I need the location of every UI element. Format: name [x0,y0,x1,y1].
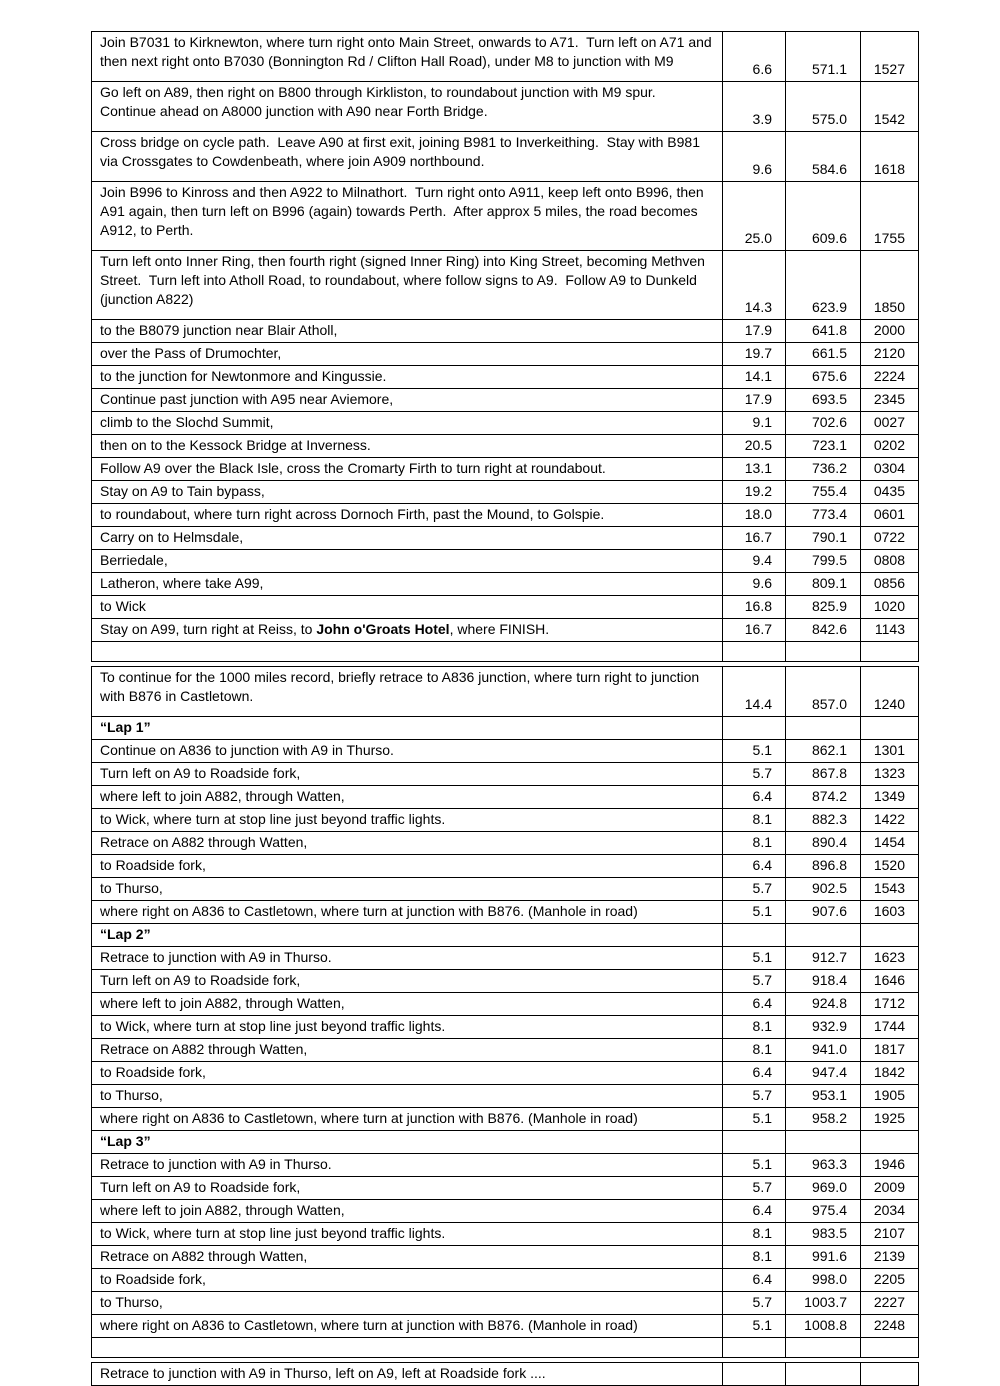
cumulative-distance-cell: 991.6 [786,1246,861,1269]
cumulative-distance-cell: 799.5 [786,550,861,573]
cumulative-distance-cell: 623.9 [786,251,861,320]
leg-distance-cell: 14.1 [723,366,786,389]
cumulative-distance-cell: 609.6 [786,182,861,251]
lap-heading-cell: “Lap 1” [92,717,723,740]
cumulative-distance-cell: 825.9 [786,596,861,619]
cumulative-distance-cell: 809.1 [786,573,861,596]
leg-distance-cell: 6.4 [723,1062,786,1085]
instruction-cell: Follow A9 over the Black Isle, cross the Cromarty Firth to turn right at roundabout. [92,458,723,481]
table-row [92,182,919,251]
clock-time-cell: 1905 [861,1085,919,1108]
instruction-cell: Retrace on A882 through Watten, [92,832,723,855]
leg-distance-cell: 8.1 [723,832,786,855]
table-row [92,1246,919,1269]
table-row [92,619,919,642]
clock-time-cell: 1842 [861,1062,919,1085]
cumulative-distance-cell: 575.0 [786,82,861,132]
leg-distance-cell [723,924,786,947]
leg-distance-cell: 20.5 [723,435,786,458]
leg-distance-cell: 5.1 [723,740,786,763]
lap-heading-cell: “Lap 2” [92,924,723,947]
table-row [92,1223,919,1246]
instruction-cell: Retrace to junction with A9 in Thurso. [92,947,723,970]
table-row [92,1292,919,1315]
instruction-cell: Turn left onto Inner Ring, then fourth right (signed Inner Ring) into King Street, becoming Methven Street. Turn left into Atholl Road, to roundabout, where follow signs to A9. Follow A9 to Dunkeld (junction A822) [92,251,723,320]
clock-time-cell: 0722 [861,527,919,550]
instruction-text: Stay on A99, turn right at Reiss, to [100,621,317,637]
leg-distance-cell: 9.4 [723,550,786,573]
clock-time-cell: 2205 [861,1269,919,1292]
clock-time-cell: 1755 [861,182,919,251]
table-row [92,832,919,855]
clock-time-cell [861,924,919,947]
clock-time-cell: 2107 [861,1223,919,1246]
table-row [92,132,919,182]
clock-time-cell: 1520 [861,855,919,878]
instruction-cell: to the B8079 junction near Blair Atholl, [92,320,723,343]
leg-distance-cell: 8.1 [723,1016,786,1039]
clock-time-cell: 2345 [861,389,919,412]
clock-time-cell: 2139 [861,1246,919,1269]
leg-distance-cell: 14.3 [723,251,786,320]
clock-time-cell: 2248 [861,1315,919,1338]
instruction-cell: climb to the Slochd Summit, [92,412,723,435]
cumulative-distance-cell: 953.1 [786,1085,861,1108]
clock-time-cell: 1603 [861,901,919,924]
clock-time-cell: 1646 [861,970,919,993]
table-row [92,667,919,717]
leg-distance-cell: 5.1 [723,1315,786,1338]
table-row [92,1363,919,1386]
leg-distance-cell: 14.4 [723,667,786,717]
instruction-cell: Retrace to junction with A9 in Thurso, left on A9, left at Roadside fork .... [92,1363,723,1386]
instruction-cell: Berriedale, [92,550,723,573]
finish-hotel-name: John o'Groats Hotel [316,621,450,637]
leg-distance-cell: 3.9 [723,82,786,132]
leg-distance-cell: 5.7 [723,1085,786,1108]
cumulative-distance-cell: 924.8 [786,993,861,1016]
instruction-cell: Retrace on A882 through Watten, [92,1246,723,1269]
clock-time-cell: 1623 [861,947,919,970]
instruction-cell: to Thurso, [92,1292,723,1315]
instruction-cell: Latheron, where take A99, [92,573,723,596]
clock-time-cell: 0435 [861,481,919,504]
leg-distance-cell: 5.7 [723,763,786,786]
cumulative-distance-cell [786,924,861,947]
leg-distance-cell: 8.1 [723,1223,786,1246]
clock-time-cell: 1527 [861,32,919,82]
cumulative-distance-cell: 932.9 [786,1016,861,1039]
leg-distance-cell: 6.4 [723,1269,786,1292]
clock-time-cell: 1618 [861,132,919,182]
leg-distance-cell: 9.1 [723,412,786,435]
clock-time-cell: 1240 [861,667,919,717]
clock-time-cell [861,1363,919,1386]
instruction-cell [92,1338,723,1358]
table-row [92,901,919,924]
clock-time-cell: 1712 [861,993,919,1016]
table-row [92,251,919,320]
instruction-cell: to Wick, where turn at stop line just beyond traffic lights. [92,1223,723,1246]
instruction-cell: Turn left on A9 to Roadside fork, [92,763,723,786]
cumulative-distance-cell: 874.2 [786,786,861,809]
cumulative-distance-cell: 969.0 [786,1177,861,1200]
leg-distance-cell: 6.4 [723,1200,786,1223]
instruction-cell: Continue past junction with A95 near Aviemore, [92,389,723,412]
clock-time-cell: 2000 [861,320,919,343]
cumulative-distance-cell: 912.7 [786,947,861,970]
table-row [92,1016,919,1039]
clock-time-cell [861,717,919,740]
clock-time-cell: 0027 [861,412,919,435]
route-table-laps [91,666,919,1358]
clock-time-cell: 1850 [861,251,919,320]
instruction-cell: To continue for the 1000 miles record, briefly retrace to A836 junction, where turn right to junction with B876 in Castletown. [92,667,723,717]
table-row [92,366,919,389]
clock-time-cell: 1946 [861,1154,919,1177]
table-row [92,1154,919,1177]
table-row [92,740,919,763]
table-row [92,573,919,596]
leg-distance-cell [723,1338,786,1358]
cumulative-distance-cell: 584.6 [786,132,861,182]
lap-heading-row [92,924,919,947]
leg-distance-cell: 16.7 [723,527,786,550]
cumulative-distance-cell: 790.1 [786,527,861,550]
instruction-cell: over the Pass of Drumochter, [92,343,723,366]
instruction-cell: to the junction for Newtonmore and Kingussie. [92,366,723,389]
table-row [92,1039,919,1062]
clock-time-cell: 1349 [861,786,919,809]
leg-distance-cell: 5.7 [723,1292,786,1315]
clock-time-cell: 1744 [861,1016,919,1039]
clock-time-cell [861,642,919,662]
instruction-cell [92,642,723,662]
instruction-cell: Retrace to junction with A9 in Thurso. [92,1154,723,1177]
instruction-cell: Turn left on A9 to Roadside fork, [92,1177,723,1200]
cumulative-distance-cell [786,1131,861,1154]
leg-distance-cell: 5.1 [723,947,786,970]
clock-time-cell: 1422 [861,809,919,832]
cumulative-distance-cell: 958.2 [786,1108,861,1131]
table-row [92,527,919,550]
cumulative-distance-cell: 755.4 [786,481,861,504]
instruction-cell: to roundabout, where turn right across Dornoch Firth, past the Mound, to Golspie. [92,504,723,527]
table-row [92,550,919,573]
clock-time-cell: 1301 [861,740,919,763]
leg-distance-cell [723,717,786,740]
cumulative-distance-cell: 1008.8 [786,1315,861,1338]
cumulative-distance-cell: 1003.7 [786,1292,861,1315]
instruction-cell [92,619,723,642]
clock-time-cell: 0202 [861,435,919,458]
leg-distance-cell: 25.0 [723,182,786,251]
clock-time-cell: 2120 [861,343,919,366]
clock-time-cell [861,1131,919,1154]
clock-time-cell [861,1338,919,1358]
instruction-cell: then on to the Kessock Bridge at Inverness. [92,435,723,458]
cumulative-distance-cell: 702.6 [786,412,861,435]
table-row [92,763,919,786]
cumulative-distance-cell: 947.4 [786,1062,861,1085]
leg-distance-cell [723,642,786,662]
cumulative-distance-cell: 998.0 [786,1269,861,1292]
table-row [92,947,919,970]
cumulative-distance-cell: 867.8 [786,763,861,786]
table-row [92,458,919,481]
instruction-cell: Stay on A9 to Tain bypass, [92,481,723,504]
clock-time-cell: 1543 [861,878,919,901]
cumulative-distance-cell: 857.0 [786,667,861,717]
cumulative-distance-cell: 675.6 [786,366,861,389]
instruction-cell: where right on A836 to Castletown, where turn at junction with B876. (Manhole in road) [92,1315,723,1338]
instruction-cell: where left to join A882, through Watten, [92,1200,723,1223]
leg-distance-cell: 5.7 [723,878,786,901]
lap-heading-cell: “Lap 3” [92,1131,723,1154]
leg-distance-cell: 9.6 [723,132,786,182]
leg-distance-cell: 8.1 [723,809,786,832]
clock-time-cell: 1143 [861,619,919,642]
leg-distance-cell: 16.8 [723,596,786,619]
cumulative-distance-cell [786,642,861,662]
clock-time-cell: 1454 [861,832,919,855]
instruction-cell: to Thurso, [92,878,723,901]
instruction-cell: Join B996 to Kinross and then A922 to Milnathort. Turn right onto A911, keep left onto B996, then A91 again, then turn left on B996 (again) towards Perth. After approx 5 miles, the road becomes A912, to Perth. [92,182,723,251]
leg-distance-cell: 19.7 [723,343,786,366]
lap-heading-row [92,1131,919,1154]
cumulative-distance-cell: 902.5 [786,878,861,901]
instruction-cell: Continue on A836 to junction with A9 in Thurso. [92,740,723,763]
leg-distance-cell: 5.1 [723,1154,786,1177]
clock-time-cell: 0601 [861,504,919,527]
table-row [92,1108,919,1131]
leg-distance-cell: 6.6 [723,32,786,82]
instruction-cell: to Wick [92,596,723,619]
table-row [92,855,919,878]
clock-time-cell: 1020 [861,596,919,619]
table-row [92,993,919,1016]
cumulative-distance-cell: 907.6 [786,901,861,924]
instruction-cell: where right on A836 to Castletown, where turn at junction with B876. (Manhole in road) [92,1108,723,1131]
leg-distance-cell: 8.1 [723,1246,786,1269]
leg-distance-cell: 13.1 [723,458,786,481]
cumulative-distance-cell: 941.0 [786,1039,861,1062]
clock-time-cell: 1817 [861,1039,919,1062]
instruction-cell: to Roadside fork, [92,855,723,878]
cumulative-distance-cell: 890.4 [786,832,861,855]
instruction-cell: where left to join A882, through Watten, [92,786,723,809]
empty-row [92,642,919,662]
leg-distance-cell: 17.9 [723,320,786,343]
leg-distance-cell [723,1363,786,1386]
table-row [92,809,919,832]
leg-distance-cell: 18.0 [723,504,786,527]
table-row [92,878,919,901]
instruction-cell: Go left on A89, then right on B800 through Kirkliston, to roundabout junction with M9 spur. Continue ahead on A8000 junction with A90 near Forth Bridge. [92,82,723,132]
cumulative-distance-cell: 661.5 [786,343,861,366]
leg-distance-cell [723,1131,786,1154]
instruction-cell: Carry on to Helmsdale, [92,527,723,550]
clock-time-cell: 1323 [861,763,919,786]
table-row [92,1269,919,1292]
clock-time-cell: 1925 [861,1108,919,1131]
leg-distance-cell: 19.2 [723,481,786,504]
cumulative-distance-cell: 571.1 [786,32,861,82]
leg-distance-cell: 16.7 [723,619,786,642]
table-row [92,32,919,82]
leg-distance-cell: 6.4 [723,993,786,1016]
clock-time-cell: 0856 [861,573,919,596]
leg-distance-cell: 5.7 [723,970,786,993]
cumulative-distance-cell: 975.4 [786,1200,861,1223]
cumulative-distance-cell: 736.2 [786,458,861,481]
table-row [92,1315,919,1338]
instruction-cell: Retrace on A882 through Watten, [92,1039,723,1062]
clock-time-cell: 0304 [861,458,919,481]
clock-time-cell: 0808 [861,550,919,573]
table-row [92,320,919,343]
table-row [92,435,919,458]
clock-time-cell: 2009 [861,1177,919,1200]
table-row [92,1200,919,1223]
instruction-cell: Join B7031 to Kirknewton, where turn right onto Main Street, onwards to A71. Turn left on A71 and then next right onto B7030 (Bonnington Rd / Clifton Hall Road), under M8 to junction with M9 [92,32,723,82]
clock-time-cell: 2224 [861,366,919,389]
cumulative-distance-cell: 882.3 [786,809,861,832]
cumulative-distance-cell: 918.4 [786,970,861,993]
route-table-continuation [91,1362,919,1386]
clock-time-cell: 2034 [861,1200,919,1223]
cumulative-distance-cell: 963.3 [786,1154,861,1177]
table-row [92,1062,919,1085]
instruction-text: , where FINISH. [449,621,550,637]
clock-time-cell: 2227 [861,1292,919,1315]
cumulative-distance-cell: 896.8 [786,855,861,878]
leg-distance-cell: 5.7 [723,1177,786,1200]
table-row [92,786,919,809]
leg-distance-cell: 5.1 [723,901,786,924]
cumulative-distance-cell: 641.8 [786,320,861,343]
cumulative-distance-cell [786,717,861,740]
table-row [92,970,919,993]
table-row [92,82,919,132]
cumulative-distance-cell [786,1338,861,1358]
instruction-cell: to Wick, where turn at stop line just beyond traffic lights. [92,809,723,832]
cumulative-distance-cell: 862.1 [786,740,861,763]
lap-heading-row [92,717,919,740]
instruction-cell: where left to join A882, through Watten, [92,993,723,1016]
table-row [92,343,919,366]
table-row [92,412,919,435]
cumulative-distance-cell: 693.5 [786,389,861,412]
leg-distance-cell: 9.6 [723,573,786,596]
leg-distance-cell: 5.1 [723,1108,786,1131]
table-row [92,389,919,412]
cumulative-distance-cell: 773.4 [786,504,861,527]
table-row [92,596,919,619]
instruction-cell: Turn left on A9 to Roadside fork, [92,970,723,993]
instruction-cell: Cross bridge on cycle path. Leave A90 at first exit, joining B981 to Inverkeithing. Stay with B981 via Crossgates to Cowdenbeath, where join A909 northbound. [92,132,723,182]
leg-distance-cell: 6.4 [723,786,786,809]
instruction-cell: to Roadside fork, [92,1062,723,1085]
cumulative-distance-cell: 983.5 [786,1223,861,1246]
cumulative-distance-cell: 723.1 [786,435,861,458]
empty-row [92,1338,919,1358]
leg-distance-cell: 8.1 [723,1039,786,1062]
leg-distance-cell: 6.4 [723,855,786,878]
table-row [92,1085,919,1108]
cumulative-distance-cell: 842.6 [786,619,861,642]
table-row [92,1177,919,1200]
instruction-cell: where right on A836 to Castletown, where turn at junction with B876. (Manhole in road) [92,901,723,924]
table-row [92,481,919,504]
clock-time-cell: 1542 [861,82,919,132]
instruction-cell: to Roadside fork, [92,1269,723,1292]
instruction-cell: to Thurso, [92,1085,723,1108]
cumulative-distance-cell [786,1363,861,1386]
instruction-cell: to Wick, where turn at stop line just beyond traffic lights. [92,1016,723,1039]
leg-distance-cell: 17.9 [723,389,786,412]
table-row [92,504,919,527]
route-table-main [91,31,919,662]
